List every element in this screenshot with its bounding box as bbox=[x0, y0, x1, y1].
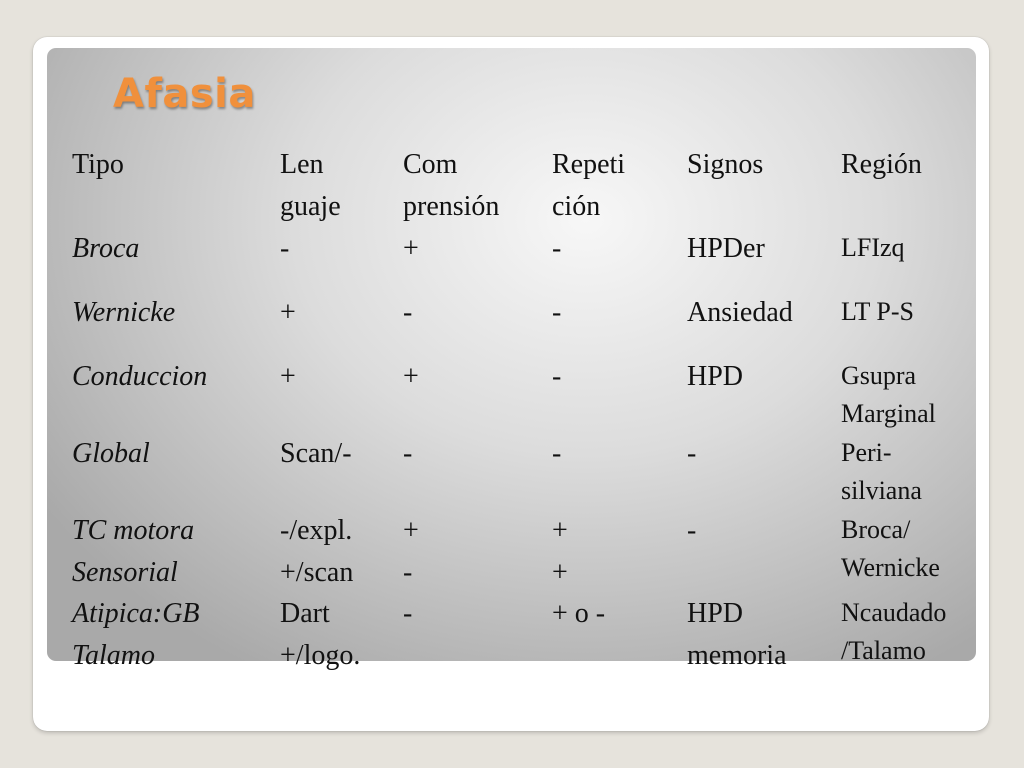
cell-lenguaje: Dart +/logo. bbox=[280, 598, 361, 671]
cell-tipo: Wernicke bbox=[72, 297, 176, 328]
header-comprension: Com prensión bbox=[403, 149, 500, 222]
cell-signos: - bbox=[687, 515, 697, 546]
cell-region: Broca/ Wernicke bbox=[841, 515, 940, 582]
cell-comprension: - bbox=[403, 598, 413, 629]
cell-comprension: - bbox=[403, 438, 413, 469]
cell-comprension: - bbox=[403, 297, 413, 328]
header-tipo: Tipo bbox=[72, 149, 124, 180]
cell-signos: Ansiedad bbox=[687, 297, 793, 328]
cell-lenguaje: - bbox=[280, 233, 290, 264]
cell-tipo: Global bbox=[72, 438, 150, 469]
cell-repeticion: - bbox=[552, 361, 562, 392]
cell-repeticion: - bbox=[552, 233, 562, 264]
cell-lenguaje: -/expl. +/scan bbox=[280, 515, 354, 588]
header-lenguaje: Len guaje bbox=[280, 149, 341, 222]
slide-title: Afasia bbox=[113, 71, 256, 117]
cell-comprension: + bbox=[403, 361, 419, 392]
cell-repeticion: - bbox=[552, 297, 562, 328]
header-signos: Signos bbox=[687, 149, 764, 180]
cell-repeticion: - bbox=[552, 438, 562, 469]
cell-region: Ncaudado /Talamo bbox=[841, 598, 947, 665]
cell-signos: HPD memoria bbox=[687, 598, 787, 671]
cell-lenguaje: Scan/- bbox=[280, 438, 352, 469]
cell-tipo: Atipica:GB Talamo bbox=[72, 598, 200, 671]
cell-region: LFIzq bbox=[841, 233, 905, 262]
cell-comprension: + bbox=[403, 233, 419, 264]
cell-signos: HPD bbox=[687, 361, 744, 392]
cell-tipo: Broca bbox=[72, 233, 140, 264]
cell-lenguaje: + bbox=[280, 297, 296, 328]
cell-repeticion: + + bbox=[552, 515, 568, 588]
cell-tipo: Conduccion bbox=[72, 361, 208, 392]
cell-comprension: + - bbox=[403, 515, 419, 588]
cell-region: LT P-S bbox=[841, 297, 914, 326]
cell-region: Gsupra Marginal bbox=[841, 361, 936, 428]
cell-repeticion: + o - bbox=[552, 598, 606, 629]
header-repeticion: Repeti ción bbox=[552, 149, 626, 222]
cell-lenguaje: + bbox=[280, 361, 296, 392]
header-region: Región bbox=[841, 149, 922, 180]
cell-region: Peri- silviana bbox=[841, 438, 922, 505]
cell-tipo: TC motora Sensorial bbox=[72, 515, 195, 588]
cell-signos: - bbox=[687, 438, 697, 469]
cell-signos: HPDer bbox=[687, 233, 765, 264]
